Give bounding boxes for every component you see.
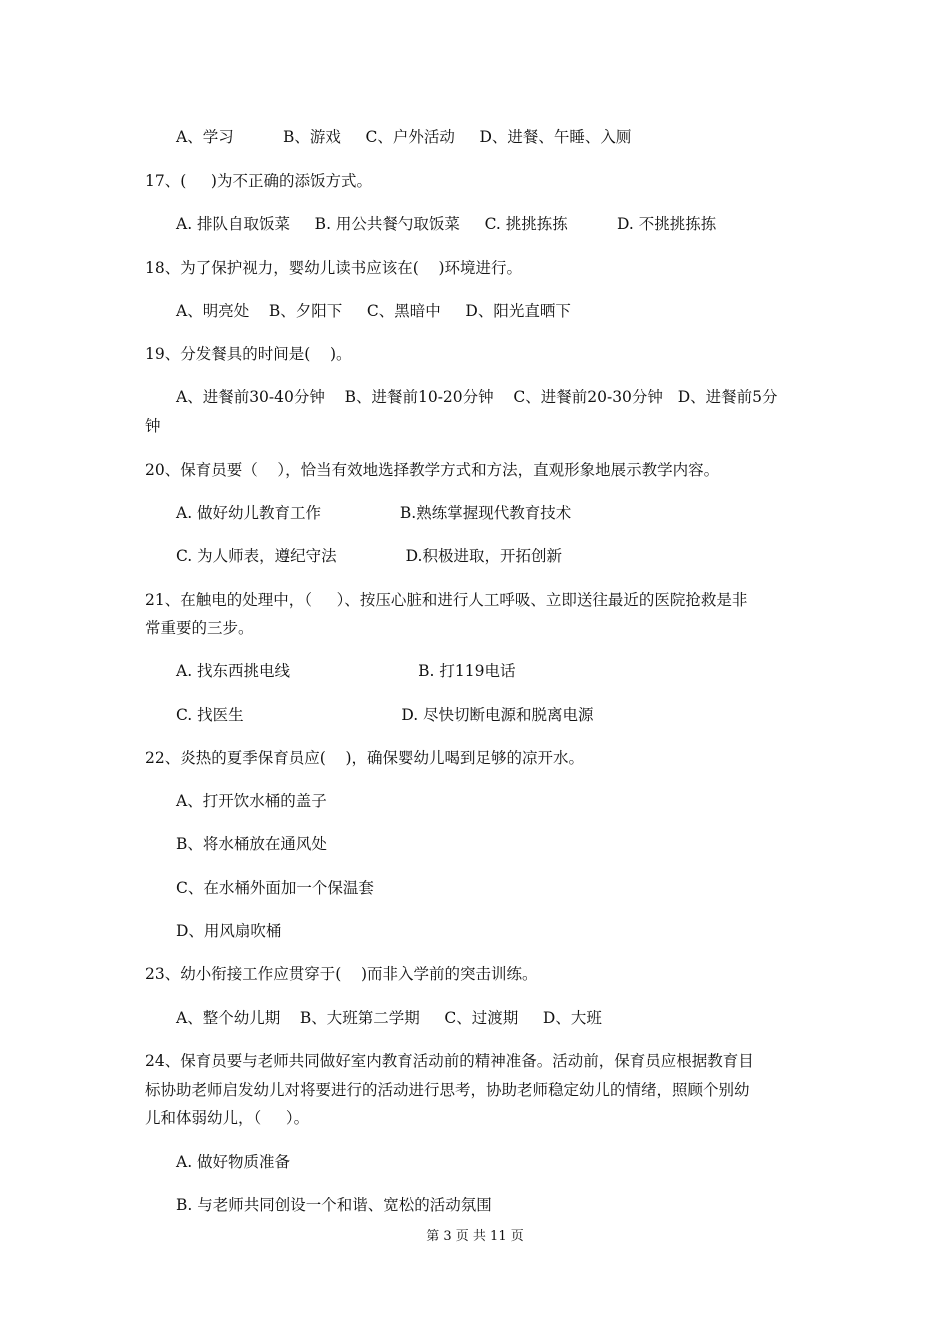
question-18: 18、为了保护视力，婴幼儿读书应该在( )环境进行。 [145, 259, 523, 277]
question-20: 20、保育员要（ ），恰当有效地选择教学方式和方法，直观形象地展示教学内容。 [145, 461, 720, 479]
q24-option-a: A. 做好物质准备 [176, 1153, 291, 1171]
q24-option-b: B. 与老师共同创设一个和谐、宽松的活动氛围 [176, 1196, 492, 1214]
question-21: 21、在触电的处理中，（ ）、按压心脏和进行人工呼吸、立即送往最近的医院抢救是非 [145, 591, 748, 609]
question-17: 17、( )为不正确的添饭方式。 [145, 172, 372, 190]
question-22: 22、炎热的夏季保育员应( )，确保婴幼儿喝到足够的凉开水。 [145, 749, 585, 767]
question-21-cont: 常重要的三步。 [145, 619, 254, 637]
question-23: 23、幼小衔接工作应贯穿于( )而非入学前的突击训练。 [145, 965, 538, 983]
question-19: 19、分发餐具的时间是( )。 [145, 345, 352, 363]
q22-option-a: A、打开饮水桶的盖子 [176, 792, 327, 810]
question-24-cont-2: 儿和体弱幼儿，（ ）。 [145, 1109, 310, 1127]
page-number-footer: 第 3 页 共 11 页 [426, 1229, 524, 1244]
q22-option-b: B、将水桶放在通风处 [176, 835, 327, 853]
q21-options-row-1: A. 找东西挑电线 B. 打119电话 [176, 662, 516, 680]
q19-options: A、进餐前30-40分钟 B、进餐前10-20分钟 C、进餐前20-30分钟 D、进餐前5分 [176, 388, 778, 406]
q20-options-row-2: C. 为人师表，遵纪守法 D.积极进取，开拓创新 [176, 547, 562, 565]
q22-option-c: C、在水桶外面加一个保温套 [176, 879, 374, 897]
q18-options: A、明亮处 B、夕阳下 C、黑暗中 D、阳光直晒下 [176, 302, 571, 320]
q20-options-row-1: A. 做好幼儿教育工作 B.熟练掌握现代教育技术 [176, 504, 572, 522]
question-24-cont-1: 标协助老师启发幼儿对将要进行的活动进行思考，协助老师稳定幼儿的情绪，照顾个别幼 [145, 1081, 750, 1099]
q17-options: A. 排队自取饭菜 B. 用公共餐勺取饭菜 C. 挑挑拣拣 D. 不挑挑拣拣 [176, 215, 717, 233]
question-24: 24、保育员要与老师共同做好室内教育活动前的精神准备。活动前，保育员应根据教育目 [145, 1052, 754, 1070]
q16-options: A、学习 B、游戏 C、户外活动 D、进餐、午睡、入厕 [176, 128, 632, 146]
q21-options-row-2: C. 找医生 D. 尽快切断电源和脱离电源 [176, 706, 594, 724]
q22-option-d: D、用风扇吹桶 [176, 922, 282, 940]
q19-options-cont: 钟 [145, 417, 161, 435]
q23-options: A、整个幼儿期 B、大班第二学期 C、过渡期 D、大班 [176, 1009, 602, 1027]
